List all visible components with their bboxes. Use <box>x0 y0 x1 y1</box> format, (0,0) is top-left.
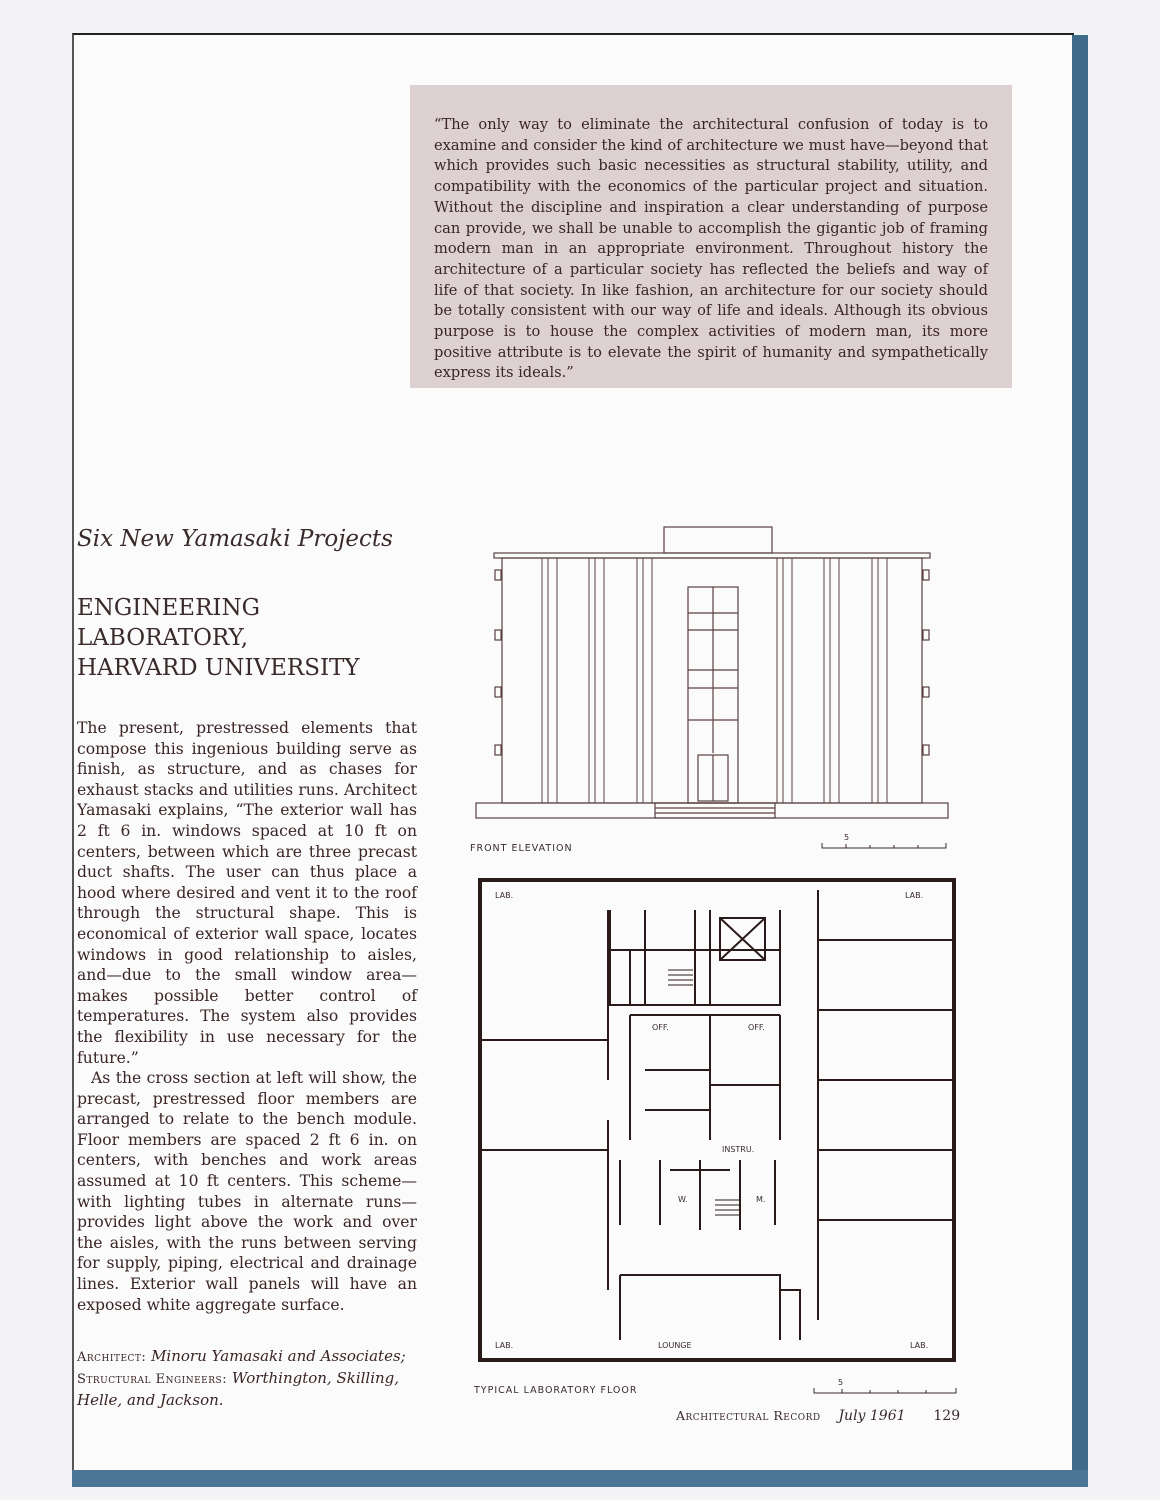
plan-label-women: W. <box>678 1195 688 1204</box>
page-number: 129 <box>933 1408 961 1424</box>
body-paragraph: The present, prestressed elements that compose this ingenious building serve as finish, as structure, and as chases for exhaust stacks and utilities runs. Architect Yamasaki explains, “The exterior wall has 2 ft 6 in. windows spaced at 10 ft on centers, between which are three precast duct shafts. The user can thus place a hood where desired and vent it to the roof through the structural shape. This is economical of exterior wall space, locates windows in good relationship to aisles, and—due to the small window area—makes possible better control of temperatures. The system also provides the flexibility in use necessary for the future.” <box>77 719 417 1067</box>
plan-label-lab: LAB. <box>495 1341 514 1350</box>
elevation-scale-bar <box>820 830 950 852</box>
front-elevation-drawing <box>470 520 950 820</box>
scan-border-right <box>1072 35 1088 1487</box>
article-heading <box>77 593 360 683</box>
elevation-scale-label: 5 <box>844 833 850 842</box>
publication-name: Architectural Record <box>676 1408 821 1423</box>
engineers-label: Structural Engineers: <box>77 1372 228 1387</box>
plan-label-instrument: INSTRU. <box>722 1145 755 1154</box>
architect-name: Minoru Yamasaki and Associates; <box>151 1347 406 1365</box>
heading-line: HARVARD UNIVERSITY <box>77 655 360 681</box>
issue-date: July 1961 <box>838 1408 906 1424</box>
engineers-name: Worthington, Skilling, Helle, and Jackson. <box>77 1369 400 1409</box>
pull-quote-box <box>410 85 1012 388</box>
plan-label-lab: LAB. <box>495 891 514 900</box>
plan-scale-label: 5 <box>838 1378 844 1387</box>
heading-line: ENGINEERING <box>77 595 260 621</box>
plan-label-lounge: LOUNGE <box>658 1341 692 1350</box>
plan-scale-bar <box>812 1375 962 1397</box>
scan-border-bottom <box>72 1470 1088 1487</box>
pull-quote-text: “The only way to eliminate the architectural confusion of today is to examine and consider the kind of architecture we must have—beyond that which provides such basic necessities as structural stability, utility, and compatibility with the economics of the particular project and situation. Without the discipline and inspiration a clear understanding of purpose can provide, we shall be unable to accomplish the gigantic job of framing modern man in an appropriate environment. Throughout history the architecture of a particular society has reflected the beliefs and way of life of that society. In like fashion, an architecture for our society should be totally consistent with our way of life and ideals. Although its obvious purpose is to house the complex activities of modern man, its more positive attribute is to elevate the spirit of humanity and sympathetically express its ideals.” <box>434 116 988 382</box>
article-body <box>77 718 417 1315</box>
body-paragraph: As the cross section at left will show, the precast, prestressed floor members are arranged to relate to the bench module. Floor members are spaced 2 ft 6 in. on centers, with benches and work areas assumed at 10 ft centers. This scheme—with lighting tubes in alternate runs—provides light above the work and over the aisles, with the runs between serving for supply, piping, electrical and drainage lines. Exterior wall panels will have an exposed white aggregate surface. <box>77 1069 417 1314</box>
architect-label: Architect: <box>77 1350 147 1365</box>
plan-caption: TYPICAL LABORATORY FLOOR <box>474 1385 638 1396</box>
plan-label-lab: LAB. <box>910 1341 929 1350</box>
plan-label-lab: LAB. <box>905 891 924 900</box>
credits <box>77 1346 417 1411</box>
plan-label-office: OFF. <box>748 1023 765 1032</box>
elevation-caption: FRONT ELEVATION <box>470 843 573 854</box>
page-footer <box>676 1408 960 1424</box>
series-title: Six New Yamasaki Projects <box>77 526 393 552</box>
plan-label-office: OFF. <box>652 1023 669 1032</box>
heading-line: LABORATORY, <box>77 625 249 651</box>
floor-plan-drawing <box>470 870 965 1370</box>
plan-label-men: M. <box>756 1195 766 1204</box>
